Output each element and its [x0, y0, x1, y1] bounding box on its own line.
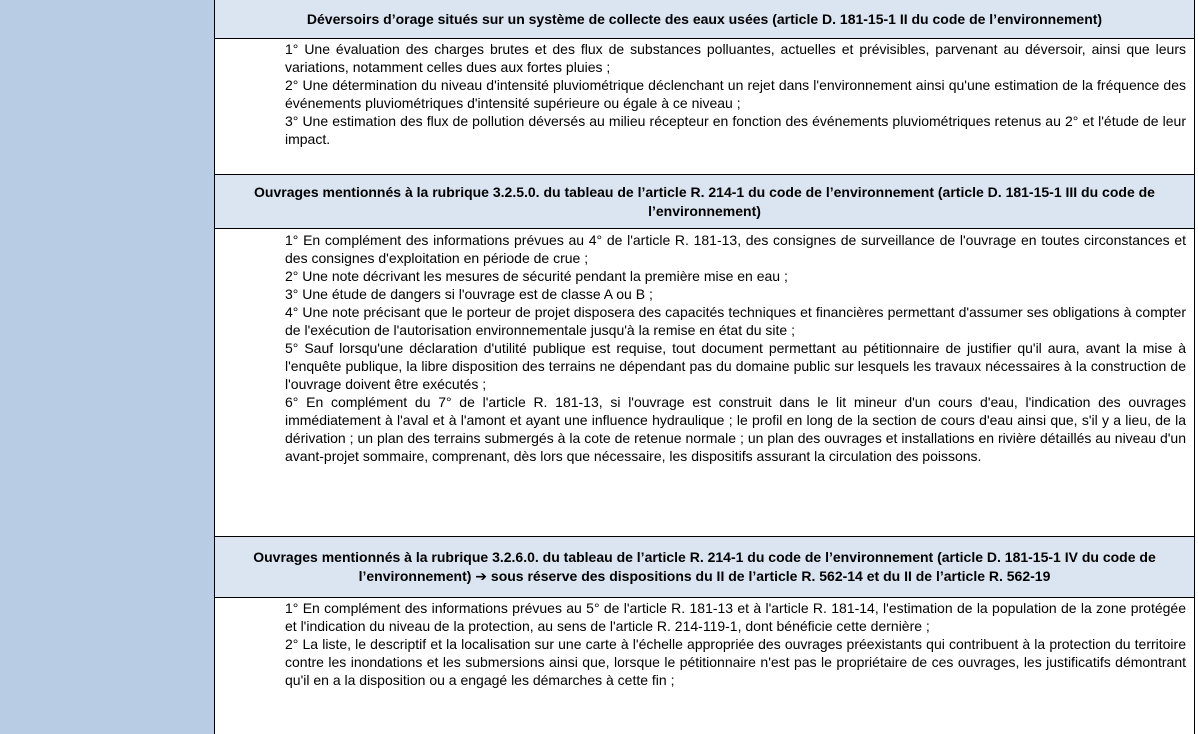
- left-shaded-column: [0, 0, 215, 734]
- list-item: 2° La liste, le descriptif et la localisation sur une carte à l'échelle appropriée des ouvrages préexistants qui contribuent à la protection du territoire contre les inondations et les submersions ainsi que, lorsque le pétitionnaire n'est pas le propriétaire de ces ouvrages, les justificatifs démontrant qu'il en a la disposition ou a engagé les démarches à cette fin ;: [285, 636, 1186, 688]
- heading-part-2: sous réserve des dispositions du II de l’article R. 562-14 et du II de l’article R. 562-19: [490, 567, 1051, 584]
- list-item: 4° Une note précisant que le porteur de projet disposera des capacités techniques et financières permettant d'assumer ses obligations à compter de l'exécution de l'autorisation environnementale jusqu'à la remise en état du site ;: [285, 304, 1186, 338]
- content-column: [215, 0, 1195, 734]
- section-heading-text: Ouvrages mentionnés à la rubrique 3.2.5.0. du tableau de l’article R. 214-1 du code de l’environnement (article D. 181-15-1 III du code de l’environnement): [254, 183, 1155, 219]
- list-item: 2° Une note décrivant les mesures de sécurité pendant la première mise en eau ;: [285, 268, 788, 284]
- section-body: [215, 39, 1194, 175]
- section-heading: [215, 175, 1194, 229]
- list-item: 1° Une évaluation des charges brutes et des flux de substances polluantes, actuelles et prévisibles, parvenant au déversoir, ainsi que leurs variations, notamment celles dues aux fortes pluies ;: [285, 41, 1186, 75]
- list-item: 3° Une estimation des flux de pollution déversés au milieu récepteur en fonction des événements pluviométriques retenus au 2° et l'étude de leur impact.: [285, 113, 1186, 147]
- section-heading-text: [235, 548, 1174, 587]
- section-body: [215, 229, 1194, 537]
- section-body: [215, 598, 1194, 734]
- section-heading: [215, 0, 1194, 39]
- list-item: 6° En complément du 7° de l'article R. 181-13, si l'ouvrage est construit dans le lit mineur d'un cours d'eau, l'indication des ouvrages immédiatement à l'aval et à l'amont et ayant une influence hydraulique ; le profil en long de la section de cours d'eau ainsi que, s'il y a lieu, de la dérivation ; un plan des terrains submergés à la cote de retenue normale ; un plan des ouvrages et installations en rivière détaillés au niveau d'un avant-projet sommaire, comprenant, dès lors que nécessaire, les dispositifs assurant la circulation des poissons.: [285, 394, 1186, 464]
- list-item: 1° En complément des informations prévues au 4° de l'article R. 181-13, des consignes de surveillance de l'ouvrage en toutes circonstances et des consignes d'exploitation en période de crue ;: [285, 232, 1186, 266]
- heading-part-1: Ouvrages mentionnés à la rubrique 3.2.6.0. du tableau de l’article R. 214-1 du code de l’environnement (article D. 181-15-1 IV du code de l’environnement): [253, 548, 1156, 584]
- section-heading: [215, 537, 1194, 598]
- list-item: 2° Une détermination du niveau d'intensité pluviométrique déclenchant un rejet dans l'environnement ainsi qu'une estimation de la fréquence des événements pluviométriques d'intensité supérieure ou égale à ce niveau ;: [285, 77, 1186, 111]
- list-item: 5° Sauf lorsqu'une déclaration d'utilité publique est requise, tout document permettant au pétitionnaire de justifier qu'il aura, avant la mise à l'enquête publique, la libre disposition des terrains ne dépendant pas du domaine public sur lesquels les travaux nécessaires à la construction de l'ouvrage doivent être exécutés ;: [285, 340, 1186, 392]
- list-item: 1° En complément des informations prévues au 5° de l'article R. 181-13 et à l'article R. 181-14, l'estimation de la population de la zone protégée et l'indication du niveau de la protection, au sens de l'article R. 214-119-1, dont bénéficie cette dernière ;: [285, 600, 1186, 634]
- arrow-right-icon: ➔: [475, 568, 488, 585]
- list-item: 3° Une étude de dangers si l'ouvrage est de classe A ou B ;: [285, 286, 653, 302]
- section-heading-text: Déversoirs d’orage situés sur un système de collecte des eaux usées (article D. 181-15-1 II du code de l’environnement): [306, 10, 1103, 27]
